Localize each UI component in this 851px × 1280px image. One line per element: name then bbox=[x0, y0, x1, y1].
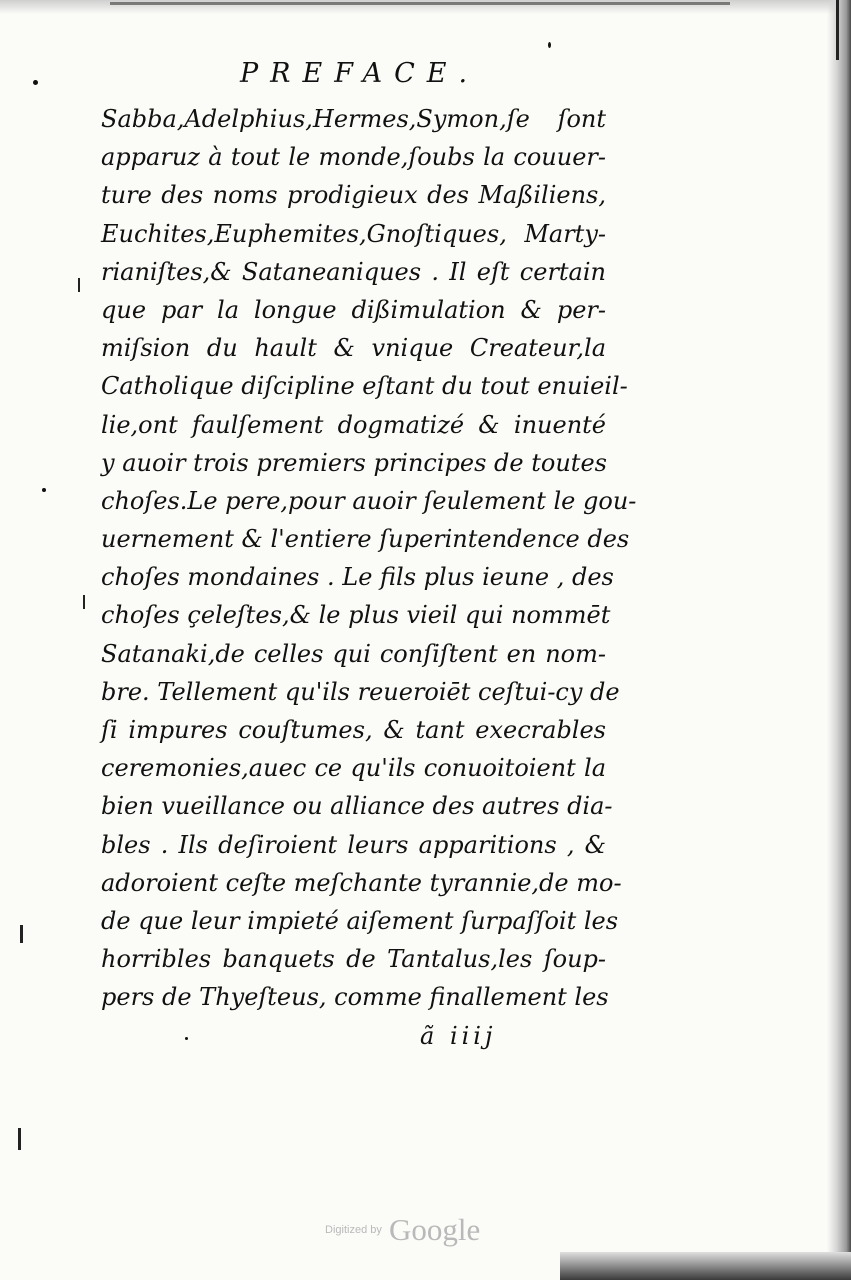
text-line: bles . Ils deſiroient leurs apparitions , & bbox=[101, 830, 606, 859]
signature-mark: ã iiij bbox=[420, 1022, 497, 1050]
text-line: Catholique diſcipline eſtant du tout enuieil- bbox=[101, 372, 628, 401]
text-line: de que leur impieté aiſement ſurpaſſoit les bbox=[101, 906, 619, 935]
watermark-prefix: Digitized by bbox=[325, 1224, 382, 1236]
scan-right-shadow bbox=[827, 0, 851, 1280]
text-line: uernement & l'entiere ſuperintendence des bbox=[101, 525, 630, 554]
text-line: adoroient ceſte meſchante tyrannie,de mo- bbox=[101, 868, 622, 897]
page-header-title: PREFACE. bbox=[240, 58, 480, 89]
watermark-brand: Google bbox=[388, 1212, 481, 1247]
margin-tick bbox=[20, 925, 23, 943]
text-line: Euchites,Euphemites,Gnoſtiques, Marty- bbox=[101, 219, 606, 248]
text-line: lie,ont faulſement dogmatizé & inuenté bbox=[101, 410, 606, 439]
scan-right-mark bbox=[836, 0, 839, 60]
text-line: bre. Tellement qu'ils reueroiēt ceſtui-cy de bbox=[101, 677, 620, 706]
ink-speck bbox=[548, 42, 551, 48]
text-line: Sabba,Adelphius,Hermes,Symon,ſe ſont bbox=[101, 105, 606, 133]
text-line: rianiſtes,& Sataneaniques . Il eſt certain bbox=[101, 257, 606, 286]
margin-tick bbox=[83, 595, 85, 609]
text-line: bien vueillance ou alliance des autres dia- bbox=[101, 792, 613, 821]
body-text bbox=[101, 100, 637, 1017]
margin-tick bbox=[18, 1128, 21, 1150]
ink-speck bbox=[185, 1037, 188, 1040]
text-line: miſsion du hault & vnique Createur,la bbox=[101, 334, 606, 363]
text-line: que par la longue dißimulation & per- bbox=[101, 295, 606, 324]
text-line: choſes.Le pere,pour auoir ſeulement le gou- bbox=[101, 486, 637, 515]
text-line: ture des noms prodigieux des Maßiliens, bbox=[101, 181, 606, 210]
scan-top-rule bbox=[110, 2, 730, 5]
text-line: ceremonies,auec ce qu'ils conuoitoient la bbox=[101, 754, 606, 783]
text-line: choſes mondaines . Le fils plus ieune , des bbox=[101, 563, 614, 592]
text-line: horribles banquets de Tantalus,les ſoup- bbox=[101, 945, 606, 974]
ink-speck bbox=[42, 488, 46, 492]
text-line: y auoir trois premiers principes de toutes bbox=[101, 448, 607, 477]
text-line: pers de Thyeſteus, comme finallement les bbox=[101, 983, 609, 1012]
text-line: ſi impures couſtumes, & tant execrables bbox=[101, 716, 606, 744]
ink-speck bbox=[33, 80, 38, 85]
text-line: apparuz à tout le monde,ſoubs la couuer- bbox=[101, 143, 606, 172]
text-line: Satanaki,de celles qui conſiſtent en nom- bbox=[101, 639, 606, 668]
scan-bottom-shadow bbox=[560, 1252, 851, 1280]
text-line: choſes çeleſtes,& le plus vieil qui nommēt bbox=[101, 601, 611, 630]
digitized-watermark bbox=[325, 1212, 480, 1248]
margin-tick bbox=[78, 278, 80, 292]
